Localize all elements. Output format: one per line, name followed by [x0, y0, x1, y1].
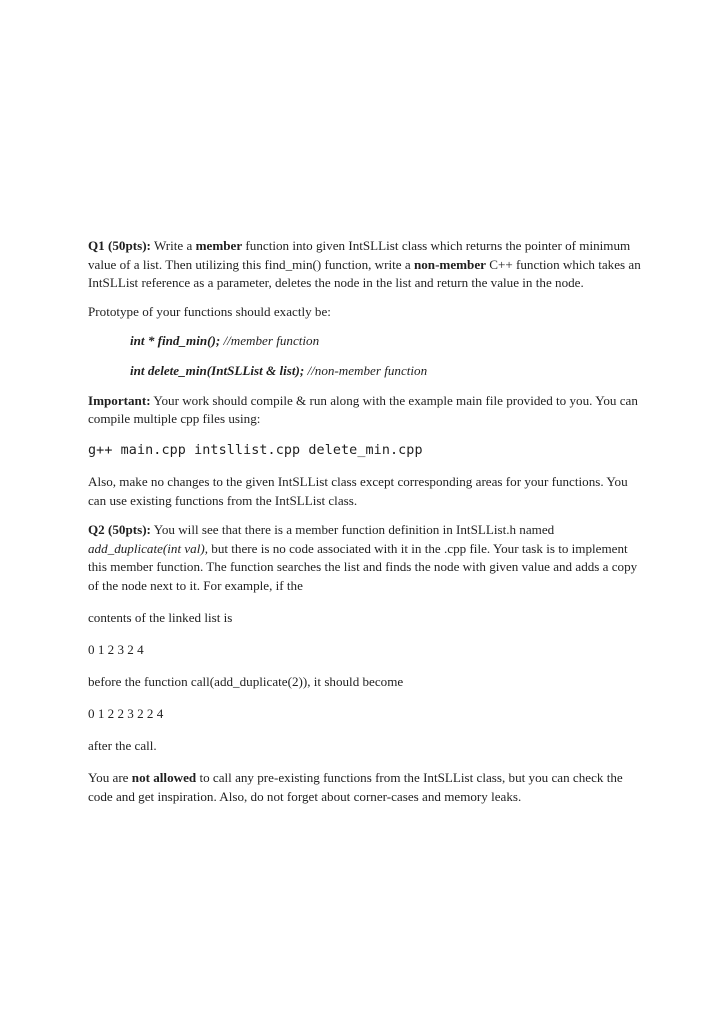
- prototype-signature: int delete_min(IntSLList & list);: [130, 362, 305, 378]
- q1-paragraph: [88, 237, 648, 293]
- before-call-line: before the function call(add_duplicate(2)), it should become: [88, 674, 404, 690]
- q2-text-2: but there is no code associated with it in the .cpp file. Your task is to implement this member function. The function searches the list and finds the node with given value and adds a copy of the node next to it. For example, if the: [88, 540, 638, 593]
- list-before: 0 1 2 3 2 4: [88, 642, 144, 657]
- prototype-comment: //member function: [220, 333, 320, 349]
- also-note-paragraph: Also, make no changes to the given IntSLList class except corresponding areas for your functions. You can use existing functions from the IntSLList class.: [88, 474, 628, 508]
- q1-text-3: C++ function which takes an IntSLList reference as a parameter, deletes the node in the list and return the value in the node.: [88, 256, 641, 291]
- q1-bold-member: member: [195, 238, 243, 253]
- prototype-find-min: [130, 332, 648, 351]
- q2-label: Q2 (50pts):: [88, 522, 151, 538]
- prototype-delete-min: [130, 362, 648, 381]
- final-note-paragraph: [88, 769, 648, 806]
- important-text: Your work should compile & run along with the example main file provided to you. You can compile multiple cpp files using:: [88, 392, 638, 427]
- after-call-line: after the call.: [88, 738, 157, 754]
- final-note-text-2: to call any pre-existing functions from the IntSLList class, but you can check the code and get inspiration. Also, do not forget about corner-cases and memory leaks.: [88, 770, 623, 804]
- list-after: 0 1 2 2 3 2 2 4: [88, 706, 164, 722]
- assignment-document: [88, 237, 648, 817]
- final-note-bold: not allowed: [131, 770, 197, 786]
- q1-text-1: Write a: [150, 238, 196, 253]
- q2-italic-function: add_duplicate(int val),: [88, 540, 208, 556]
- q1-bold-non-member: non-member: [413, 256, 486, 272]
- important-paragraph: [88, 392, 648, 429]
- compile-command: g++ main.cpp intsllist.cpp delete_min.cpp: [88, 442, 423, 458]
- prototype-signature: int * find_min();: [130, 333, 221, 349]
- prototype-comment: //non-member function: [304, 362, 428, 378]
- prototype-intro: Prototype of your functions should exactly be:: [88, 304, 331, 320]
- q2-paragraph: [88, 521, 648, 595]
- contents-line: contents of the linked list is: [88, 609, 233, 625]
- q1-text-2: function into given IntSLList class which returns the pointer of minimum value of a list. Then utilizing this find_min() function, write a: [88, 238, 631, 272]
- q1-label: Q1 (50pts):: [88, 238, 151, 253]
- q2-text-1: You will see that there is a member function definition in IntSLList.h named: [150, 522, 555, 538]
- important-label: Important:: [88, 392, 151, 408]
- final-note-text-1: You are: [88, 770, 132, 786]
